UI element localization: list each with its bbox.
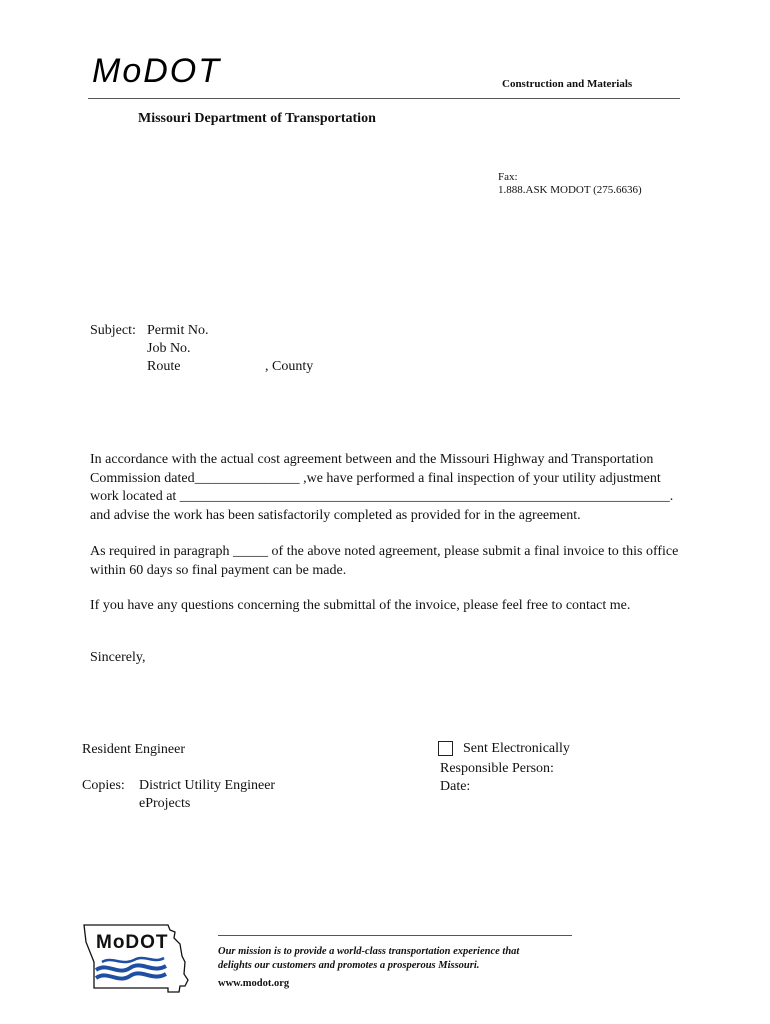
- paragraph-line: within 60 days so final payment can be made.: [90, 562, 347, 578]
- fax-label: Fax:: [498, 171, 518, 183]
- mission-line: delights our customers and promotes a prosperous Missouri.: [218, 960, 480, 971]
- job-label: Job No.: [147, 341, 191, 356]
- fax-block: [498, 171, 642, 197]
- paragraph-invoice: [90, 543, 750, 580]
- route-label: Route: [147, 359, 181, 374]
- copies-label: Copies:: [82, 778, 125, 793]
- paragraph-line: As required in paragraph _____ of the above noted agreement, please submit a final invoice to this office: [90, 544, 679, 559]
- sent-electronically-checkbox[interactable]: [438, 741, 453, 756]
- paragraph-line: In accordance with the actual cost agreement between and the Missouri Highway and Transportation: [90, 452, 654, 467]
- footer-divider: [218, 935, 572, 936]
- paragraph-contact: If you have any questions concerning the submittal of the invoice, please feel free to contact me.: [90, 598, 631, 613]
- responsible-person-label: Responsible Person:: [440, 761, 554, 776]
- copies-block: [82, 777, 275, 813]
- footer-logo-text: MoDOT: [96, 932, 169, 953]
- signer-title: Resident Engineer: [82, 742, 186, 757]
- website-link[interactable]: www.modot.org: [218, 978, 290, 989]
- department-name: Missouri Department of Transportation: [138, 111, 376, 126]
- mission-statement: [218, 945, 519, 973]
- paragraph-line: work located at ______________________________________________________________________.: [90, 489, 674, 504]
- mission-line: Our mission is to provide a world-class transportation experience that: [218, 946, 520, 957]
- subject-block: [90, 322, 208, 376]
- copy-recipient: eProjects: [139, 796, 191, 811]
- date-label: Date:: [440, 779, 471, 794]
- header-divider: [88, 98, 680, 99]
- responsible-block: [440, 760, 554, 796]
- paragraph-agreement: [90, 451, 750, 525]
- subject-label: Subject:: [90, 323, 136, 338]
- paragraph-line: and advise the work has been satisfactorily completed as provided for in the agreement.: [90, 507, 581, 523]
- county-label: , County: [265, 359, 314, 374]
- division-name: Construction and Materials: [502, 78, 633, 90]
- fax-number: 1.888.ASK MODOT (275.6636): [498, 184, 642, 196]
- permit-label: Permit No.: [147, 323, 209, 338]
- sent-electronically-label: Sent Electronically: [463, 741, 570, 756]
- copy-recipient: District Utility Engineer: [139, 778, 276, 793]
- closing: Sincerely,: [90, 650, 146, 665]
- footer-logo: [82, 922, 192, 999]
- header-logo: MoDOT: [92, 52, 221, 90]
- paragraph-line: Commission dated_______________ ,we have performed a final inspection of your utility adjustment: [90, 470, 661, 486]
